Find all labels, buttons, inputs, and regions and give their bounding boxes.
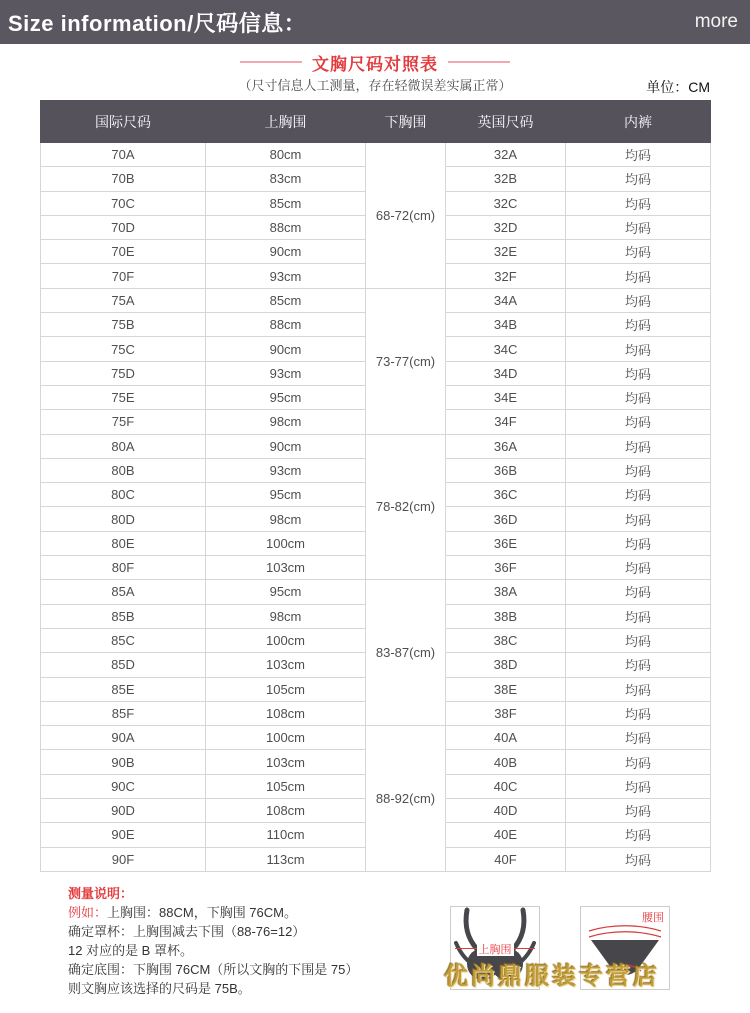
note-text: 确定底围：下胸围 76CM（所以文胸的下围是 75） — [68, 961, 359, 977]
intl-size-cell: 70F — [41, 264, 206, 288]
upper-bust-cell: 105cm — [206, 774, 366, 798]
upper-bust-cell: 93cm — [206, 458, 366, 482]
panty-size-cell: 均码 — [566, 410, 711, 434]
panty-size-cell: 均码 — [566, 604, 711, 628]
column-header-3: 英国尺码 — [446, 101, 566, 143]
upper-bust-cell: 98cm — [206, 507, 366, 531]
intl-size-cell: 70B — [41, 167, 206, 191]
unit-label: 单位：CM — [646, 79, 710, 95]
intl-size-cell: 80C — [41, 483, 206, 507]
intl-size-cell: 90E — [41, 823, 206, 847]
uk-size-cell: 36E — [446, 531, 566, 555]
panty-size-cell: 均码 — [566, 507, 711, 531]
column-header-4: 内裤 — [566, 101, 711, 143]
intl-size-cell: 85B — [41, 604, 206, 628]
note-text: 上胸围：88CM，下胸围 76CM。 — [107, 904, 297, 920]
panty-size-cell: 均码 — [566, 774, 711, 798]
panty-size-cell: 均码 — [566, 483, 711, 507]
upper-bust-cell: 95cm — [206, 483, 366, 507]
intl-size-cell: 80B — [41, 458, 206, 482]
underbust-cell: 68-72(cm) — [366, 143, 446, 289]
panty-size-cell: 均码 — [566, 337, 711, 361]
intl-size-cell: 85F — [41, 701, 206, 725]
panty-size-cell: 均码 — [566, 799, 711, 823]
upper-bust-cell: 98cm — [206, 410, 366, 434]
intl-size-cell: 75F — [41, 410, 206, 434]
uk-size-cell: 34A — [446, 288, 566, 312]
uk-size-cell: 38B — [446, 604, 566, 628]
upper-bust-cell: 100cm — [206, 531, 366, 555]
table-row — [41, 288, 711, 312]
panty-size-cell: 均码 — [566, 750, 711, 774]
uk-size-cell: 32C — [446, 191, 566, 215]
intl-size-cell: 75A — [41, 288, 206, 312]
upper-bust-cell: 90cm — [206, 434, 366, 458]
upper-bust-cell: 105cm — [206, 677, 366, 701]
underbust-cell: 88-92(cm) — [366, 726, 446, 872]
intl-size-cell: 80F — [41, 556, 206, 580]
panty-size-cell: 均码 — [566, 701, 711, 725]
bust-measure-label — [451, 941, 539, 957]
note-text: 12 对应的是 B 罩杯。 — [68, 942, 193, 958]
table-header-row — [41, 101, 711, 143]
size-table — [40, 100, 711, 872]
intl-size-cell: 70A — [41, 143, 206, 167]
upper-bust-cell: 85cm — [206, 288, 366, 312]
more-link[interactable]: more — [694, 11, 738, 32]
underbust-cell: 78-82(cm) — [366, 434, 446, 580]
uk-size-cell: 32F — [446, 264, 566, 288]
panty-size-cell: 均码 — [566, 191, 711, 215]
decor-line-left — [240, 61, 302, 63]
intl-size-cell: 90D — [41, 799, 206, 823]
upper-bust-cell: 98cm — [206, 604, 366, 628]
uk-size-cell: 36D — [446, 507, 566, 531]
uk-size-cell: 32E — [446, 240, 566, 264]
column-header-2: 下胸围 — [366, 101, 446, 143]
intl-size-cell: 70E — [41, 240, 206, 264]
uk-size-cell: 40E — [446, 823, 566, 847]
uk-size-cell: 34E — [446, 385, 566, 409]
panty-size-cell: 均码 — [566, 677, 711, 701]
uk-size-cell: 34F — [446, 410, 566, 434]
panty-size-cell: 均码 — [566, 313, 711, 337]
upper-bust-cell: 108cm — [206, 701, 366, 725]
upper-bust-cell: 103cm — [206, 750, 366, 774]
intl-size-cell: 75C — [41, 337, 206, 361]
intl-size-cell: 85E — [41, 677, 206, 701]
uk-size-cell: 38A — [446, 580, 566, 604]
intl-size-cell: 75B — [41, 313, 206, 337]
uk-size-cell: 40D — [446, 799, 566, 823]
header-bar — [0, 0, 750, 44]
intl-size-cell: 70D — [41, 215, 206, 239]
table-row — [41, 580, 711, 604]
panty-size-cell: 均码 — [566, 628, 711, 652]
panty-size-cell: 均码 — [566, 458, 711, 482]
upper-bust-cell: 103cm — [206, 556, 366, 580]
subtitle-row — [0, 75, 750, 97]
intl-size-cell: 90F — [41, 847, 206, 871]
upper-bust-cell: 88cm — [206, 215, 366, 239]
page-title: Size information/尺码信息： — [8, 10, 307, 36]
uk-size-cell: 40C — [446, 774, 566, 798]
intl-size-cell: 90C — [41, 774, 206, 798]
upper-bust-cell: 80cm — [206, 143, 366, 167]
uk-size-cell: 32D — [446, 215, 566, 239]
upper-bust-cell: 103cm — [206, 653, 366, 677]
bust-measure-text: 上胸围 — [478, 944, 512, 956]
uk-size-cell: 32B — [446, 167, 566, 191]
note-text: 确定罩杯：上胸围减去下围（88-76=12） — [68, 923, 306, 939]
upper-bust-cell: 100cm — [206, 628, 366, 652]
intl-size-cell: 80D — [41, 507, 206, 531]
uk-size-cell: 36A — [446, 434, 566, 458]
underbust-cell: 73-77(cm) — [366, 288, 446, 434]
panty-size-cell: 均码 — [566, 264, 711, 288]
waist-measure-label: 腰围 — [642, 912, 664, 924]
uk-size-cell: 36F — [446, 556, 566, 580]
measure-disclaimer: （尺寸信息人工测量，存在轻微误差实属正常） — [238, 78, 512, 93]
panty-size-cell: 均码 — [566, 726, 711, 750]
uk-size-cell: 38D — [446, 653, 566, 677]
upper-bust-cell: 83cm — [206, 167, 366, 191]
panty-size-cell: 均码 — [566, 385, 711, 409]
upper-bust-cell: 88cm — [206, 313, 366, 337]
note-prefix: 例如： — [68, 904, 108, 920]
upper-bust-cell: 95cm — [206, 580, 366, 604]
panty-size-cell: 均码 — [566, 653, 711, 677]
underbust-cell: 83-87(cm) — [366, 580, 446, 726]
upper-bust-cell: 100cm — [206, 726, 366, 750]
uk-size-cell: 34D — [446, 361, 566, 385]
panty-size-cell: 均码 — [566, 847, 711, 871]
panty-size-cell: 均码 — [566, 580, 711, 604]
table-row — [41, 726, 711, 750]
upper-bust-cell: 95cm — [206, 385, 366, 409]
upper-bust-cell: 108cm — [206, 799, 366, 823]
panty-size-cell: 均码 — [566, 167, 711, 191]
intl-size-cell: 75D — [41, 361, 206, 385]
figures-area — [0, 898, 750, 1008]
uk-size-cell: 38E — [446, 677, 566, 701]
panty-size-cell: 均码 — [566, 143, 711, 167]
panty-size-cell: 均码 — [566, 434, 711, 458]
upper-bust-cell: 93cm — [206, 361, 366, 385]
uk-size-cell: 32A — [446, 143, 566, 167]
chart-title: 文胸尺码对照表 — [312, 54, 438, 74]
uk-size-cell: 38F — [446, 701, 566, 725]
uk-size-cell: 36C — [446, 483, 566, 507]
column-header-1: 上胸围 — [206, 101, 366, 143]
uk-size-cell: 40F — [446, 847, 566, 871]
uk-size-cell: 38C — [446, 628, 566, 652]
decor-line-right — [448, 61, 510, 63]
upper-bust-cell: 85cm — [206, 191, 366, 215]
panty-size-cell: 均码 — [566, 823, 711, 847]
intl-size-cell: 90B — [41, 750, 206, 774]
uk-size-cell: 34B — [446, 313, 566, 337]
uk-size-cell: 34C — [446, 337, 566, 361]
panty-size-cell: 均码 — [566, 288, 711, 312]
intl-size-cell: 85D — [41, 653, 206, 677]
uk-size-cell: 36B — [446, 458, 566, 482]
upper-bust-cell: 110cm — [206, 823, 366, 847]
upper-bust-cell: 93cm — [206, 264, 366, 288]
store-watermark: 优尚鼎服装专营店 — [444, 963, 660, 990]
intl-size-cell: 90A — [41, 726, 206, 750]
intl-size-cell: 80A — [41, 434, 206, 458]
column-header-0: 国际尺码 — [41, 101, 206, 143]
intl-size-cell: 85A — [41, 580, 206, 604]
upper-bust-cell: 90cm — [206, 337, 366, 361]
uk-size-cell: 40B — [446, 750, 566, 774]
panty-size-cell: 均码 — [566, 361, 711, 385]
upper-bust-cell: 113cm — [206, 847, 366, 871]
note-text: 则文胸应该选择的尺码是 75B。 — [68, 980, 251, 996]
intl-size-cell: 85C — [41, 628, 206, 652]
intl-size-cell: 75E — [41, 385, 206, 409]
intl-size-cell: 70C — [41, 191, 206, 215]
panty-size-cell: 均码 — [566, 240, 711, 264]
panty-size-cell: 均码 — [566, 556, 711, 580]
upper-bust-cell: 90cm — [206, 240, 366, 264]
notes-title: 测量说明： — [68, 885, 134, 901]
panty-size-cell: 均码 — [566, 215, 711, 239]
table-row — [41, 434, 711, 458]
uk-size-cell: 40A — [446, 726, 566, 750]
panty-size-cell: 均码 — [566, 531, 711, 555]
intl-size-cell: 80E — [41, 531, 206, 555]
table-row — [41, 143, 711, 167]
chart-title-row — [0, 50, 750, 74]
